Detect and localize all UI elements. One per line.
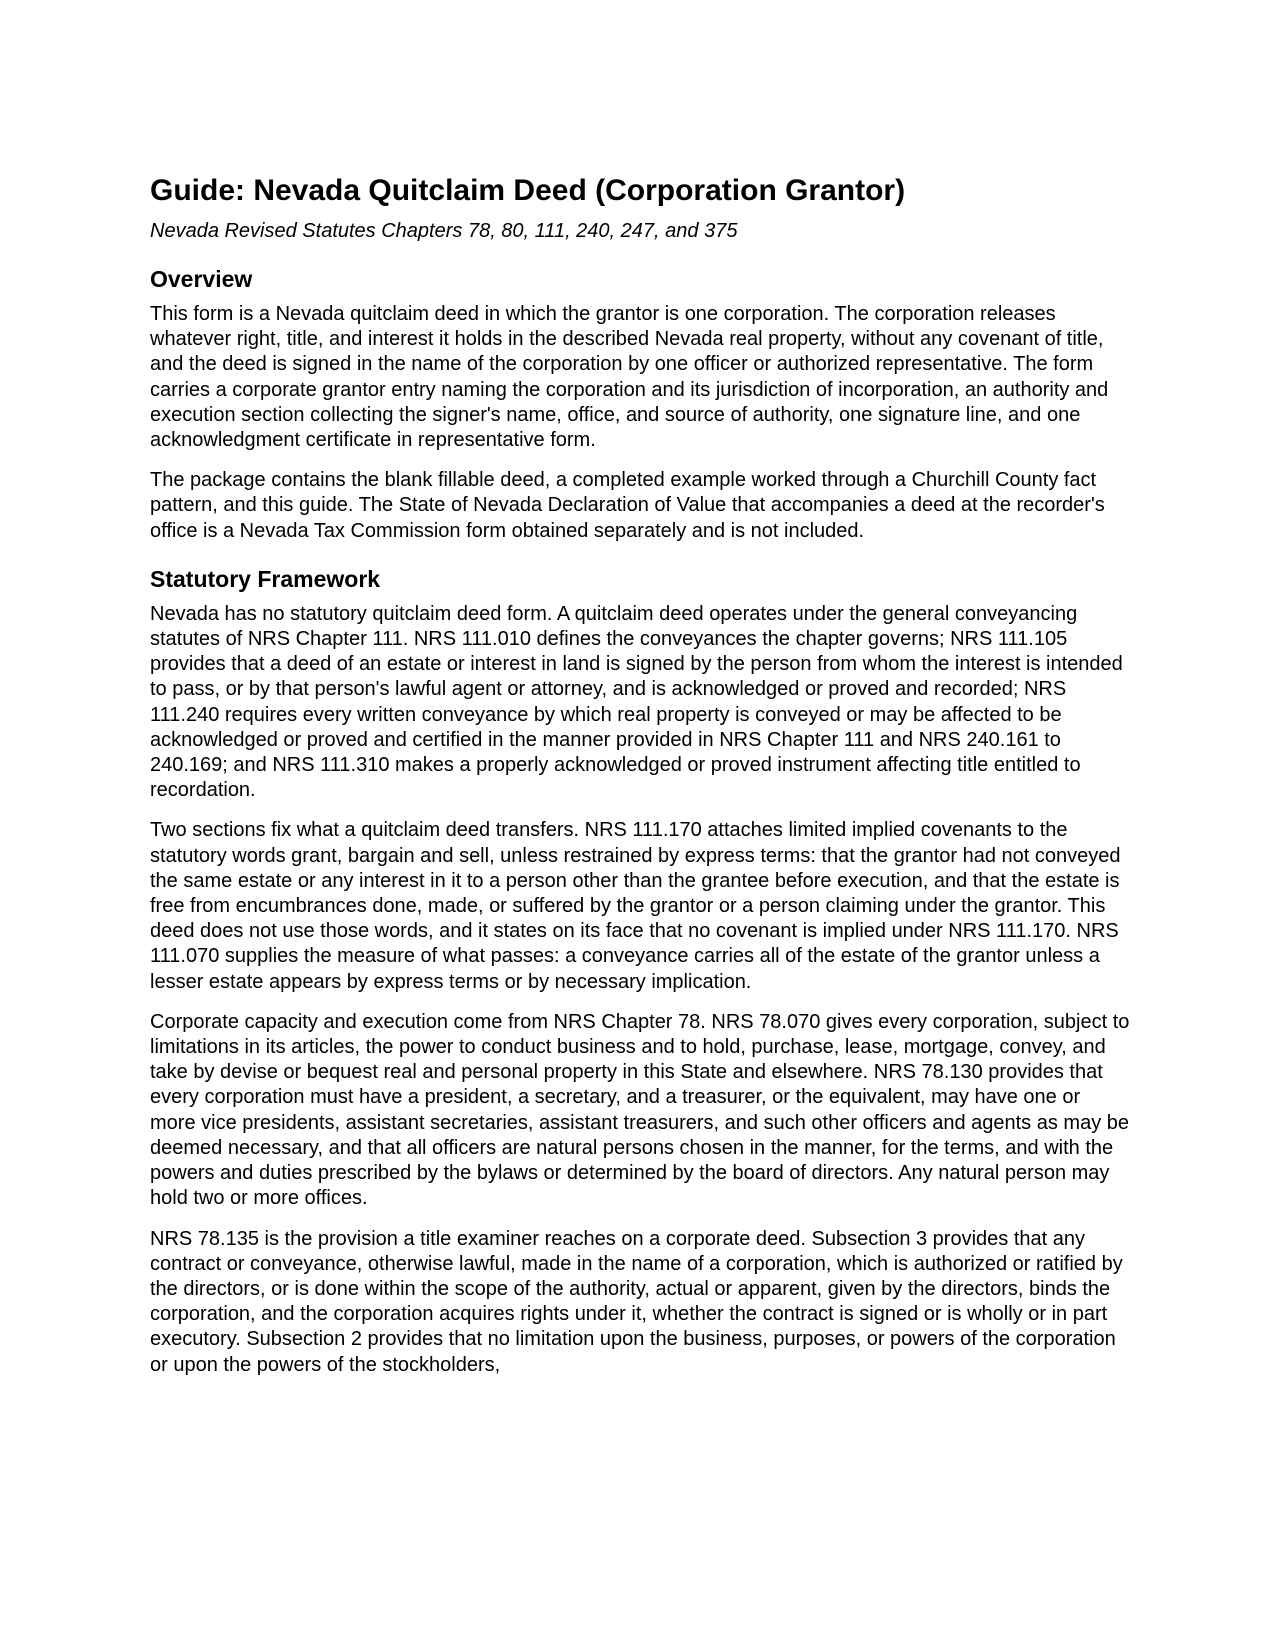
overview-heading: Overview: [150, 266, 253, 292]
document-title: Guide: Nevada Quitclaim Deed (Corporation Grantor): [150, 174, 906, 207]
framework-paragraph-2: Two sections fix what a quitclaim deed transfers. NRS 111.170 attaches limited implied covenants to the statutory words grant, bargain and sell, unless restrained by express terms: that the grantor had not conveyed the same estate or any interest in it to a person other than the grantee before execution, and that the estate is free from encumbrances done, made, or suffered by the grantor or a person claiming under the grantor. This deed does not use those words, and it states on its face that no covenant is implied under NRS 111.170. NRS 111.070 supplies the measure of what passes: a conveyance carries all of the estate of the grantor unless a lesser estate appears by express terms or by necessary implication.: [150, 819, 1121, 993]
document-subtitle: Nevada Revised Statutes Chapters 78, 80, 111, 240, 247, and 375: [150, 220, 738, 242]
framework-paragraph-1: Nevada has no statutory quitclaim deed form. A quitclaim deed operates under the general conveyancing statutes of NRS Chapter 111. NRS 111.010 defines the conveyances the chapter governs; NRS 111.105 provides that a deed of an estate or interest in land is signed by the person from whom the interest is intended to pass, or by that person's lawful agent or attorney, and is acknowledged or proved and recorded; NRS 111.240 requires every written conveyance by which real property is conveyed or may be affected to be acknowledged or proved and certified in the manner provided in NRS Chapter 111 and NRS 240.161 to 240.169; and NRS 111.310 makes a properly acknowledged or proved instrument affecting title entitled to recordation.: [150, 602, 1123, 802]
document-page: [150, 172, 1130, 1378]
framework-paragraph-3: Corporate capacity and execution come from NRS Chapter 78. NRS 78.070 gives every corporation, subject to limitations in its articles, the power to conduct business and to hold, purchase, lease, mortgage, convey, and take by devise or bequest real and personal property in this State and elsewhere. NRS 78.130 provides that every corporation must have a president, a secretary, and a treasurer, or the equivalent, may have one or more vice presidents, assistant secretaries, assistant treasurers, and such other officers and agents as may be deemed necessary, and that all officers are natural persons chosen in the manner, for the terms, and with the powers and duties prescribed by the bylaws or determined by the board of directors. Any natural person may hold two or more offices.: [150, 1010, 1130, 1210]
overview-paragraph-2: The package contains the blank fillable deed, a completed example worked through a Churchill County fact pattern, and this guide. The State of Nevada Declaration of Value that accompanies a deed at the recorder's office is a Nevada Tax Commission form obtained separately and is not included.: [150, 469, 1105, 542]
overview-paragraph-1: This form is a Nevada quitclaim deed in which the grantor is one corporation. The corporation releases whatever right, title, and interest it holds in the described Nevada real property, without any covenant of title, and the deed is signed in the name of the corporation by one officer or authorized representative. The form carries a corporate grantor entry naming the corporation and its jurisdiction of incorporation, an authority and execution section collecting the signer's name, office, and source of authority, one signature line, and one acknowledgment certificate in representative form.: [150, 303, 1109, 452]
statutory-framework-heading: Statutory Framework: [150, 565, 381, 592]
framework-paragraph-4: NRS 78.135 is the provision a title examiner reaches on a corporate deed. Subsection 3 provides that any contract or conveyance, otherwise lawful, made in the name of a corporation, which is authorized or ratified by the directors, or is done within the scope of the authority, actual or apparent, given by the directors, binds the corporation, and the corporation acquires rights under it, whether the contract is signed or is wholly or in part executory. Subsection 2 provides that no limitation upon the business, purposes, or powers of the corporation or upon the powers of the stockholders,: [150, 1227, 1123, 1376]
